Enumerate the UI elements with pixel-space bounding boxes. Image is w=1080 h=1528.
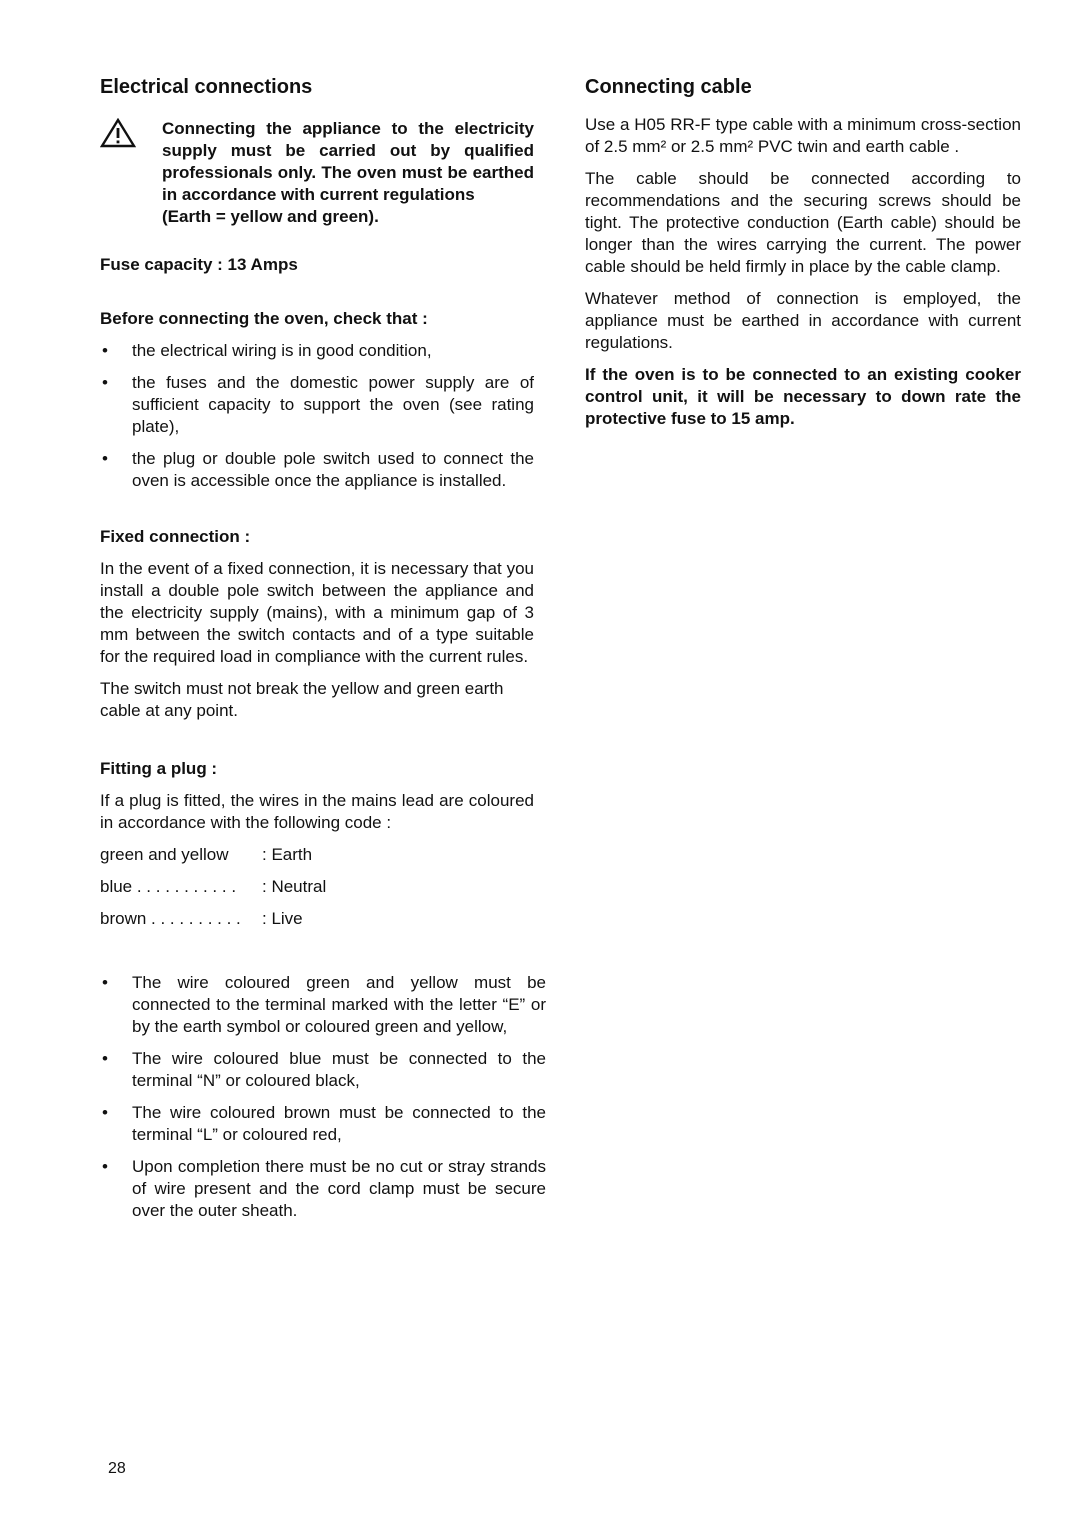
warning-earth-text: (Earth = yellow and green). — [162, 207, 379, 226]
bullet: • — [102, 973, 108, 992]
wire-instructions-list — [100, 972, 546, 1222]
fitting-plug-heading: Fitting a plug : — [100, 759, 218, 778]
bullet: • — [102, 1157, 108, 1176]
check-list — [100, 340, 534, 492]
bullet: • — [102, 373, 108, 392]
code-colour: blue . . . . . . . . . . . — [100, 877, 237, 896]
code-meaning: : Neutral — [262, 877, 327, 896]
bullet: • — [102, 1049, 108, 1068]
warning-text: Connecting the appliance to the electricity supply must be carried out by qualified professionals only. The oven must be earthed in accordance with current regulations — [162, 119, 534, 204]
code-row — [100, 876, 534, 898]
warning-triangle-icon — [100, 118, 136, 148]
list-item: • the fuses and the domestic power supply are of sufficient capacity to support the oven (see rating plate), — [100, 372, 534, 438]
fixed-connection-heading: Fixed connection : — [100, 527, 251, 546]
wire-colour-code-table — [100, 844, 534, 930]
fixed-connection-para: In the event of a fixed connection, it is necessary that you install a double pole switch between the appliance and the electricity supply (mains), with a minimum gap of 3 mm between the switch contacts and of a type suitable for the required load in compliance with the current rules. — [100, 559, 534, 666]
list-item: • the plug or double pole switch used to connect the oven is accessible once the appliance is installed. — [100, 448, 534, 492]
earthing-para: Whatever method of connection is employed, the appliance must be earthed in accordance with current regulations. — [585, 289, 1021, 352]
list-item: • the electrical wiring is in good condition, — [100, 340, 534, 362]
code-colour: brown . . . . . . . . . . — [100, 909, 241, 928]
cable-connection-para: The cable should be connected according to recommendations and the securing screws should be tight. The protective conduction (Earth cable) should be longer than the wires carrying the current. The power cable should be held firmly in place by the cable clamp. — [585, 169, 1021, 276]
connecting-cable-heading: Connecting cable — [585, 76, 752, 98]
cable-type-para: Use a H05 RR-F type cable with a minimum cross-section of 2.5 mm² or 2.5 mm² PVC twin and earth cable . — [585, 115, 1021, 156]
code-row — [100, 844, 534, 866]
left-column — [100, 74, 546, 1232]
list-item: • The wire coloured blue must be connected to the terminal “N” or coloured black, — [100, 1048, 546, 1092]
right-column — [585, 74, 1021, 440]
bullet: • — [102, 1103, 108, 1122]
list-item: • The wire coloured green and yellow must be connected to the terminal marked with the letter “E” or by the earth symbol or coloured green and yellow, — [100, 972, 546, 1038]
warning-block — [100, 118, 534, 228]
bullet: • — [102, 449, 108, 468]
fuse-down-rate-para: If the oven is to be connected to an existing cooker control unit, it will be necessary to down rate the protective fuse to 15 amp. — [585, 365, 1021, 428]
switch-note-para: The switch must not break the yellow and green earth cable at any point. — [100, 679, 504, 720]
code-meaning: : Earth — [262, 845, 313, 864]
check-heading: Before connecting the oven, check that : — [100, 309, 428, 328]
electrical-connections-heading: Electrical connections — [100, 76, 313, 98]
fuse-capacity: Fuse capacity : 13 Amps — [100, 255, 298, 274]
code-row — [100, 908, 534, 930]
page-number: 28 — [108, 1460, 126, 1477]
bullet: • — [102, 341, 108, 360]
fitting-plug-para: If a plug is fitted, the wires in the mains lead are coloured in accordance with the following code : — [100, 791, 534, 832]
code-meaning: : Live — [262, 909, 303, 928]
code-colour: green and yellow — [100, 845, 229, 864]
list-item: • Upon completion there must be no cut or stray strands of wire present and the cord clamp must be secure over the outer sheath. — [100, 1156, 546, 1222]
list-item: • The wire coloured brown must be connected to the terminal “L” or coloured red, — [100, 1102, 546, 1146]
